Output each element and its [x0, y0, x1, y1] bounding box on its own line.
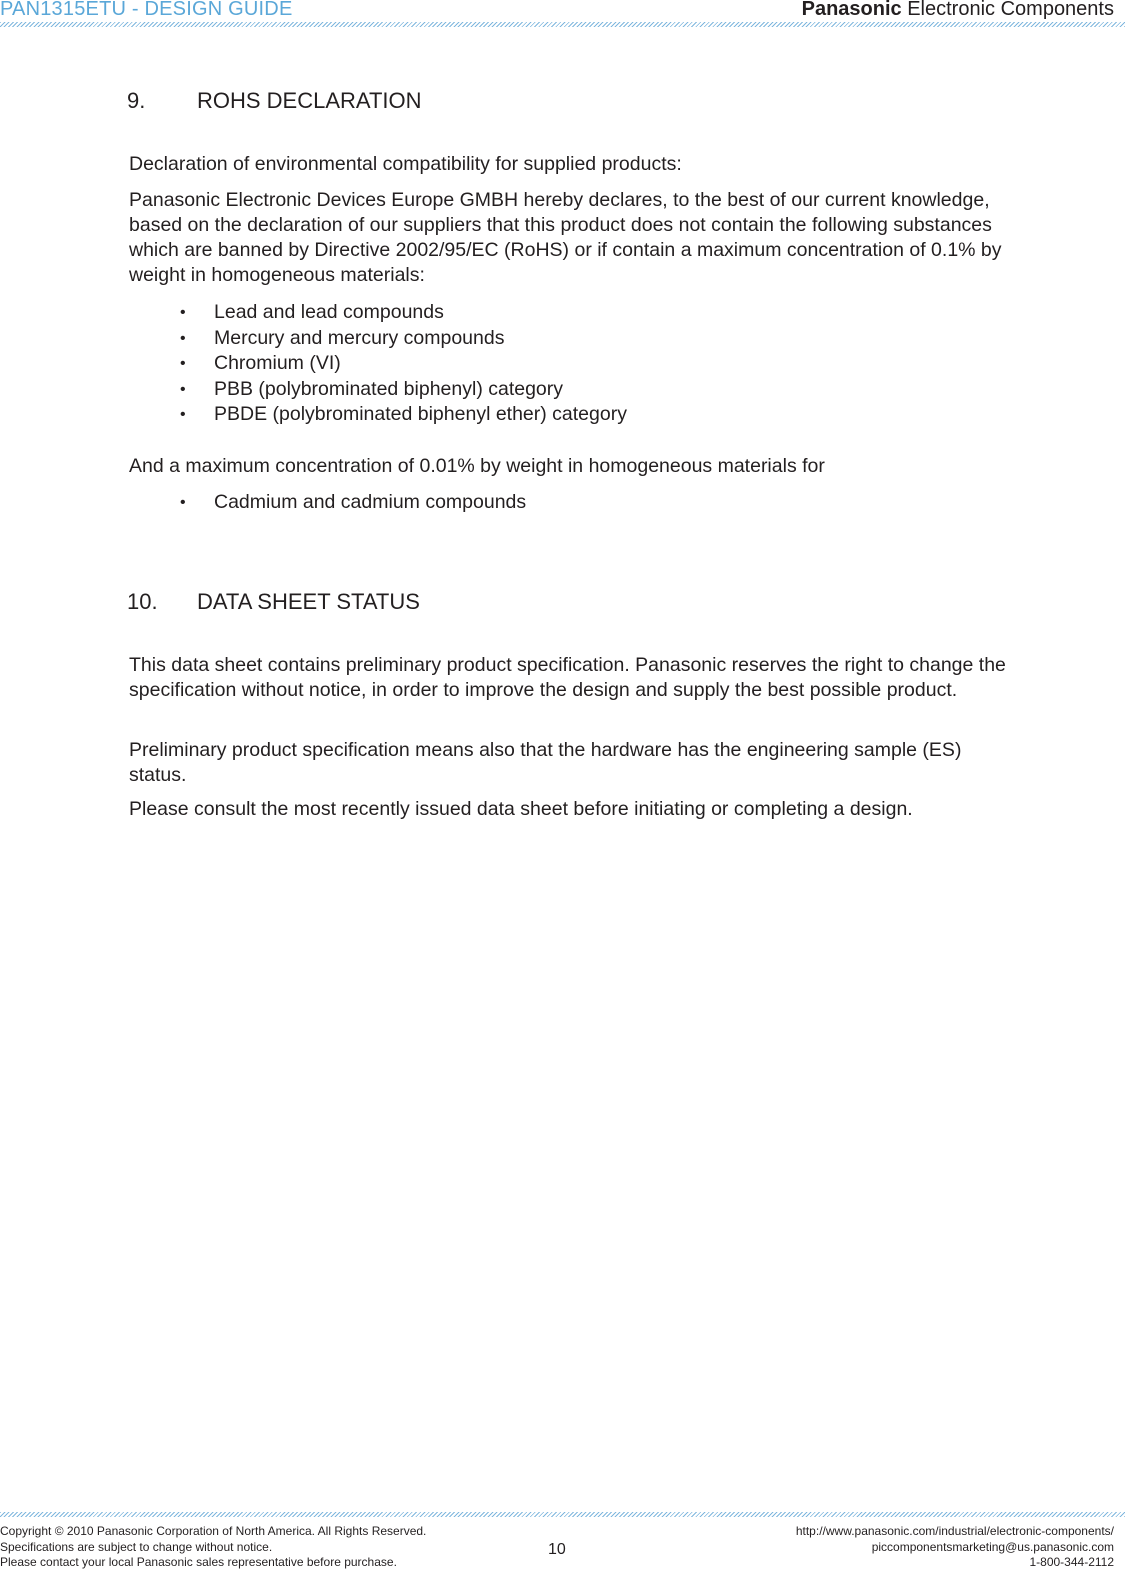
- status-paragraph-1: This data sheet contains preliminary product specification. Panasonic reserves the right to change the specification without notice, in order to improve the design and supply the best possible product.: [129, 654, 1006, 701]
- bullet-icon: •: [180, 304, 186, 321]
- contact-email: piccomponentsmarketing@us.panasonic.com: [871, 1539, 1114, 1554]
- substance-list: [129, 300, 627, 428]
- contact-notice: Please contact your local Panasonic sales representative before purchase.: [0, 1555, 397, 1569]
- section-title: ROHS DECLARATION: [197, 88, 422, 113]
- section-status-heading: [127, 589, 420, 615]
- division-name: Electronic Components: [907, 0, 1114, 20]
- list-item: • PBB (polybrominated biphenyl) category: [129, 377, 627, 403]
- status-paragraph-3: Please consult the most recently issued data sheet before initiating or completing a design.: [129, 798, 913, 820]
- section-rohs-heading: [127, 88, 422, 114]
- bullet-icon: •: [180, 380, 186, 398]
- rohs-second-intro: And a maximum concentration of 0.01% by weight in homogeneous materials for: [129, 455, 825, 477]
- list-item: • Cadmium and cadmium compounds: [129, 490, 526, 516]
- bullet-icon: •: [180, 329, 186, 347]
- rohs-body: Panasonic Electronic Devices Europe GMBH hereby declares, to the best of our current knowledge, based on the declaration of our suppliers that this product does not contain the following substances which are banned by Directive 2002/95/EC (RoHS) or if contain a maximum concentration of 0.1% by weight in homogeneous materials:: [129, 189, 1002, 286]
- list-item: • Chromium (VI): [129, 351, 627, 377]
- rohs-intro: Declaration of environmental compatibility for supplied products:: [129, 153, 682, 175]
- bullet-icon: •: [180, 494, 186, 511]
- list-item: • PBDE (polybrominated biphenyl ether) category: [129, 402, 627, 428]
- footer-divider: [0, 1512, 1125, 1517]
- company-header: [802, 0, 1114, 21]
- section-title: DATA SHEET STATUS: [197, 589, 420, 614]
- brand-name: Panasonic: [801, 0, 902, 20]
- list-item: • Lead and lead compounds: [129, 300, 627, 326]
- footer-contact: [796, 1524, 1114, 1571]
- section-number: 9.: [127, 88, 146, 113]
- header-divider: [0, 22, 1125, 27]
- copyright-text: Copyright © 2010 Panasonic Corporation of North America. All Rights Reserved.: [0, 1524, 427, 1538]
- page-number: 10: [548, 1541, 566, 1558]
- footer-legal: [0, 1524, 426, 1571]
- list-item: • Mercury and mercury compounds: [129, 326, 627, 352]
- website-url: http://www.panasonic.com/industrial/electronic-components/: [795, 1524, 1114, 1538]
- section-number: 10.: [127, 589, 158, 614]
- document-title: PAN1315ETU - DESIGN GUIDE: [0, 0, 293, 20]
- bullet-icon: •: [180, 355, 186, 373]
- status-paragraph-2: Preliminary product specification means also that the hardware has the engineering sample (ES) status.: [129, 739, 962, 786]
- spec-notice: Specifications are subject to change without notice.: [0, 1539, 273, 1554]
- contact-phone: 1-800-344-2112: [1029, 1555, 1114, 1569]
- bullet-icon: •: [180, 406, 186, 424]
- cadmium-list: [129, 490, 526, 516]
